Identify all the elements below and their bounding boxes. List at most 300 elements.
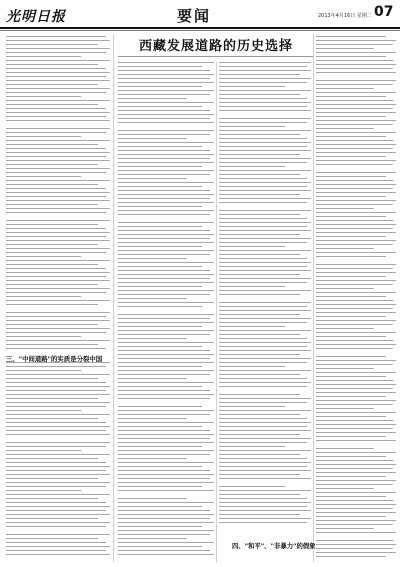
text-line [118, 462, 214, 463]
text-line [6, 422, 106, 423]
text-line [219, 386, 307, 387]
text-line [316, 128, 374, 129]
text-line [316, 292, 396, 293]
text-line [316, 296, 386, 297]
text-line [316, 480, 396, 481]
text-line [219, 234, 300, 235]
column-divider [113, 34, 114, 562]
text-line [118, 90, 214, 91]
text-line [219, 410, 311, 411]
text-line [6, 40, 110, 41]
text-line [316, 204, 393, 205]
text-line [118, 386, 202, 387]
text-line [118, 486, 202, 487]
text-line [6, 184, 98, 185]
text-line [6, 382, 106, 383]
text-line [316, 304, 396, 305]
text-line [118, 410, 214, 411]
text-line [6, 120, 110, 121]
text-line [219, 214, 300, 215]
text-line [316, 428, 393, 429]
text-line [6, 410, 81, 411]
text-line [316, 308, 393, 309]
text-line [219, 198, 311, 199]
text-line [6, 446, 106, 447]
text-line [118, 302, 214, 303]
text-line [6, 386, 110, 387]
text-line [6, 426, 110, 427]
text-line [118, 278, 210, 279]
text-line [6, 510, 106, 511]
text-column-1-lower [6, 362, 110, 562]
text-line [316, 108, 393, 109]
text-line [219, 150, 311, 151]
text-line [6, 224, 98, 225]
text-line [118, 454, 210, 455]
text-line [316, 520, 396, 521]
text-line [316, 452, 396, 453]
text-line [118, 122, 214, 123]
text-line [6, 44, 98, 45]
text-line [219, 490, 311, 491]
text-line [6, 312, 110, 313]
text-line [316, 488, 374, 489]
text-line [6, 370, 81, 371]
text-line [219, 406, 285, 407]
text-line [6, 328, 110, 329]
text-line [316, 372, 396, 373]
text-line [6, 68, 106, 69]
text-line [118, 522, 214, 523]
text-line [118, 534, 210, 535]
text-line [6, 366, 106, 367]
text-line [219, 186, 307, 187]
text-line [316, 172, 396, 173]
text-line [6, 478, 98, 479]
text-line [316, 472, 396, 473]
text-line [316, 224, 396, 225]
text-line [316, 100, 393, 101]
text-line [219, 306, 307, 307]
text-line [316, 432, 396, 433]
text-line [118, 182, 214, 183]
dateline: 2013年4月16日 星期二 [318, 13, 372, 19]
text-line [6, 414, 110, 415]
text-line [219, 242, 307, 243]
text-line [6, 498, 98, 499]
text-line [118, 350, 210, 351]
text-line [118, 178, 187, 179]
section-subhead-4: 四、"和平"、"非暴力"的假象 [232, 542, 316, 550]
text-column-1 [6, 36, 110, 354]
text-line [118, 146, 202, 147]
text-line [316, 340, 393, 341]
text-line [6, 88, 110, 89]
text-line [118, 446, 202, 447]
text-line [316, 192, 396, 193]
text-line [6, 76, 106, 77]
text-line [316, 184, 396, 185]
text-line [219, 190, 311, 191]
text-line [316, 336, 386, 337]
text-line [316, 320, 396, 321]
text-line [219, 282, 307, 283]
text-line [118, 226, 202, 227]
text-line [316, 240, 396, 241]
text-line [316, 140, 393, 141]
masthead-rule [0, 27, 400, 29]
text-line [118, 262, 214, 263]
text-line [118, 258, 187, 259]
column-divider [216, 62, 217, 562]
text-line [316, 68, 393, 69]
text-line [6, 108, 106, 109]
text-line [118, 242, 214, 243]
text-line [6, 100, 110, 101]
text-line [219, 430, 311, 431]
text-line [118, 390, 210, 391]
text-line [316, 252, 396, 253]
text-line [6, 280, 110, 281]
text-line [316, 284, 393, 285]
text-line [219, 350, 311, 351]
text-line [219, 82, 307, 83]
text-line [118, 190, 210, 191]
text-line [118, 158, 210, 159]
text-line [6, 470, 106, 471]
text-line [6, 300, 110, 301]
text-line [6, 506, 110, 507]
text-line [118, 334, 210, 335]
text-line [316, 436, 386, 437]
text-line [219, 402, 307, 403]
text-line [118, 86, 202, 87]
text-line [316, 280, 396, 281]
text-line [118, 62, 214, 63]
text-line [6, 288, 110, 289]
text-line [219, 466, 307, 467]
text-line [6, 398, 98, 399]
text-line [219, 462, 311, 463]
text-line [6, 494, 110, 495]
text-line [6, 320, 110, 321]
text-line [118, 530, 214, 531]
text-line [316, 160, 396, 161]
text-line [6, 96, 81, 97]
text-line [316, 332, 396, 333]
text-line [316, 548, 393, 549]
text-line [118, 458, 187, 459]
text-line [316, 408, 374, 409]
text-line [118, 138, 187, 139]
text-line [219, 354, 300, 355]
text-line [118, 482, 214, 483]
text-line [118, 186, 202, 187]
text-line [118, 66, 202, 67]
text-line [118, 354, 214, 355]
text-line [6, 458, 98, 459]
text-line [6, 232, 110, 233]
text-line [219, 230, 311, 231]
text-line [219, 250, 311, 251]
text-line [316, 124, 393, 125]
text-line [316, 64, 396, 65]
text-line [118, 426, 202, 427]
text-line [6, 92, 106, 93]
text-line [6, 462, 106, 463]
text-line [316, 256, 386, 257]
text-line [118, 286, 202, 287]
text-line [316, 504, 396, 505]
text-line [6, 304, 98, 305]
text-line [219, 434, 300, 435]
text-line [316, 268, 393, 269]
text-line [6, 112, 110, 113]
text-line [118, 418, 187, 419]
text-line [118, 250, 214, 251]
text-line [6, 482, 110, 483]
text-line [6, 534, 110, 535]
text-line [6, 144, 98, 145]
text-line [219, 442, 307, 443]
text-line [219, 134, 300, 135]
text-column-3 [219, 62, 311, 530]
text-line [6, 316, 106, 317]
text-line [118, 478, 210, 479]
text-line [219, 510, 311, 511]
text-line [316, 356, 386, 357]
text-line [118, 322, 214, 323]
text-line [118, 434, 214, 435]
text-line [219, 290, 311, 291]
text-line [316, 440, 396, 441]
text-line [118, 506, 202, 507]
text-line [118, 142, 214, 143]
text-line [118, 366, 202, 367]
text-line [316, 424, 396, 425]
text-line [118, 374, 210, 375]
text-line [219, 74, 300, 75]
page-number: 07 [374, 4, 394, 20]
text-line [118, 298, 187, 299]
text-line [6, 276, 106, 277]
masthead-rule-thin [0, 30, 400, 31]
text-line [118, 266, 202, 267]
text-line [118, 194, 214, 195]
text-line [118, 94, 210, 95]
text-line [6, 550, 106, 551]
text-line [118, 466, 202, 467]
text-line [219, 118, 311, 119]
text-line [219, 278, 311, 279]
text-line [6, 378, 98, 379]
text-line [118, 326, 202, 327]
text-line [316, 532, 396, 533]
text-line [316, 468, 393, 469]
text-line [316, 56, 386, 57]
text-line [6, 390, 106, 391]
text-line [118, 98, 187, 99]
text-line [6, 324, 98, 325]
text-line [219, 122, 307, 123]
text-line [118, 134, 210, 135]
text-line [316, 112, 396, 113]
text-line [219, 314, 300, 315]
text-line [219, 102, 311, 103]
text-line [118, 102, 214, 103]
text-line [6, 490, 81, 491]
text-line [6, 52, 106, 53]
text-line [316, 132, 396, 133]
text-line [118, 538, 187, 539]
text-line [118, 450, 214, 451]
text-line [118, 498, 187, 499]
text-column-4 [316, 36, 396, 562]
text-line [219, 394, 300, 395]
text-line [6, 176, 81, 177]
text-line [219, 146, 307, 147]
text-line [219, 414, 300, 415]
text-line [219, 522, 307, 523]
text-line [219, 446, 285, 447]
text-line [219, 162, 307, 163]
text-line [219, 454, 300, 455]
text-line [219, 238, 311, 239]
text-line [316, 388, 393, 389]
text-line [219, 474, 300, 475]
text-line [118, 230, 210, 231]
text-line [219, 494, 300, 495]
text-line [219, 98, 307, 99]
text-line [118, 542, 214, 543]
text-line [316, 156, 386, 157]
text-line [316, 220, 393, 221]
text-line [6, 502, 106, 503]
text-line [6, 526, 106, 527]
text-line [6, 434, 110, 435]
text-line [316, 212, 396, 213]
text-line [6, 248, 110, 249]
text-line [219, 218, 307, 219]
text-line [118, 474, 214, 475]
text-line [316, 552, 396, 553]
text-line [219, 66, 307, 67]
text-line [118, 154, 214, 155]
text-line [316, 36, 386, 37]
text-line [316, 104, 396, 105]
text-line [6, 542, 106, 543]
text-line [219, 322, 307, 323]
text-line [219, 166, 285, 167]
text-line [6, 200, 110, 201]
text-line [219, 262, 311, 263]
text-line [6, 104, 98, 105]
text-line [6, 522, 110, 523]
text-line [316, 188, 393, 189]
text-line [316, 344, 396, 345]
text-line [316, 80, 396, 81]
text-line [118, 318, 210, 319]
text-line [316, 456, 386, 457]
text-line [219, 382, 311, 383]
text-line [316, 84, 393, 85]
text-line [118, 198, 210, 199]
text-line [118, 74, 214, 75]
text-line [6, 164, 98, 165]
text-line [118, 362, 214, 363]
text-line [316, 448, 374, 449]
text-line [316, 136, 386, 137]
text-line [6, 140, 110, 141]
text-line [118, 514, 214, 515]
text-line [118, 130, 214, 131]
text-line [118, 346, 202, 347]
text-line [118, 554, 214, 555]
text-line [6, 148, 106, 149]
headline-rule [118, 56, 314, 57]
text-line [118, 510, 210, 511]
newspaper-logo: 光明日报 [6, 9, 66, 25]
text-line [118, 398, 210, 399]
text-line [316, 512, 396, 513]
text-line [316, 368, 374, 369]
text-line [6, 268, 106, 269]
text-line [6, 454, 110, 455]
text-line [118, 274, 214, 275]
text-line [219, 274, 300, 275]
text-line [219, 202, 307, 203]
text-line [118, 518, 210, 519]
text-line [118, 270, 210, 271]
text-line [316, 496, 386, 497]
text-line [219, 142, 311, 143]
text-line [316, 484, 393, 485]
text-line [219, 62, 311, 63]
text-line [6, 348, 106, 349]
text-line [118, 170, 214, 171]
text-line [219, 258, 307, 259]
text-line [118, 254, 210, 255]
section-title: 要闻 [177, 7, 212, 25]
text-line [219, 182, 311, 183]
text-line [219, 110, 311, 111]
text-line [118, 234, 214, 235]
text-line [316, 528, 374, 529]
text-line [118, 202, 214, 203]
text-line [6, 84, 98, 85]
text-line [118, 306, 202, 307]
text-line [219, 294, 300, 295]
text-line [118, 106, 202, 107]
text-line [316, 288, 374, 289]
text-line [6, 196, 106, 197]
text-line [219, 450, 311, 451]
text-line [6, 252, 106, 253]
text-line [118, 414, 210, 415]
text-line [219, 378, 307, 379]
text-line [316, 176, 386, 177]
text-line [219, 358, 311, 359]
text-line [316, 500, 393, 501]
text-line [316, 544, 396, 545]
text-line [316, 164, 393, 165]
text-line [118, 342, 214, 343]
text-line [219, 486, 285, 487]
text-line [219, 170, 311, 171]
text-line [118, 78, 210, 79]
text-line [316, 312, 396, 313]
text-line [118, 430, 210, 431]
